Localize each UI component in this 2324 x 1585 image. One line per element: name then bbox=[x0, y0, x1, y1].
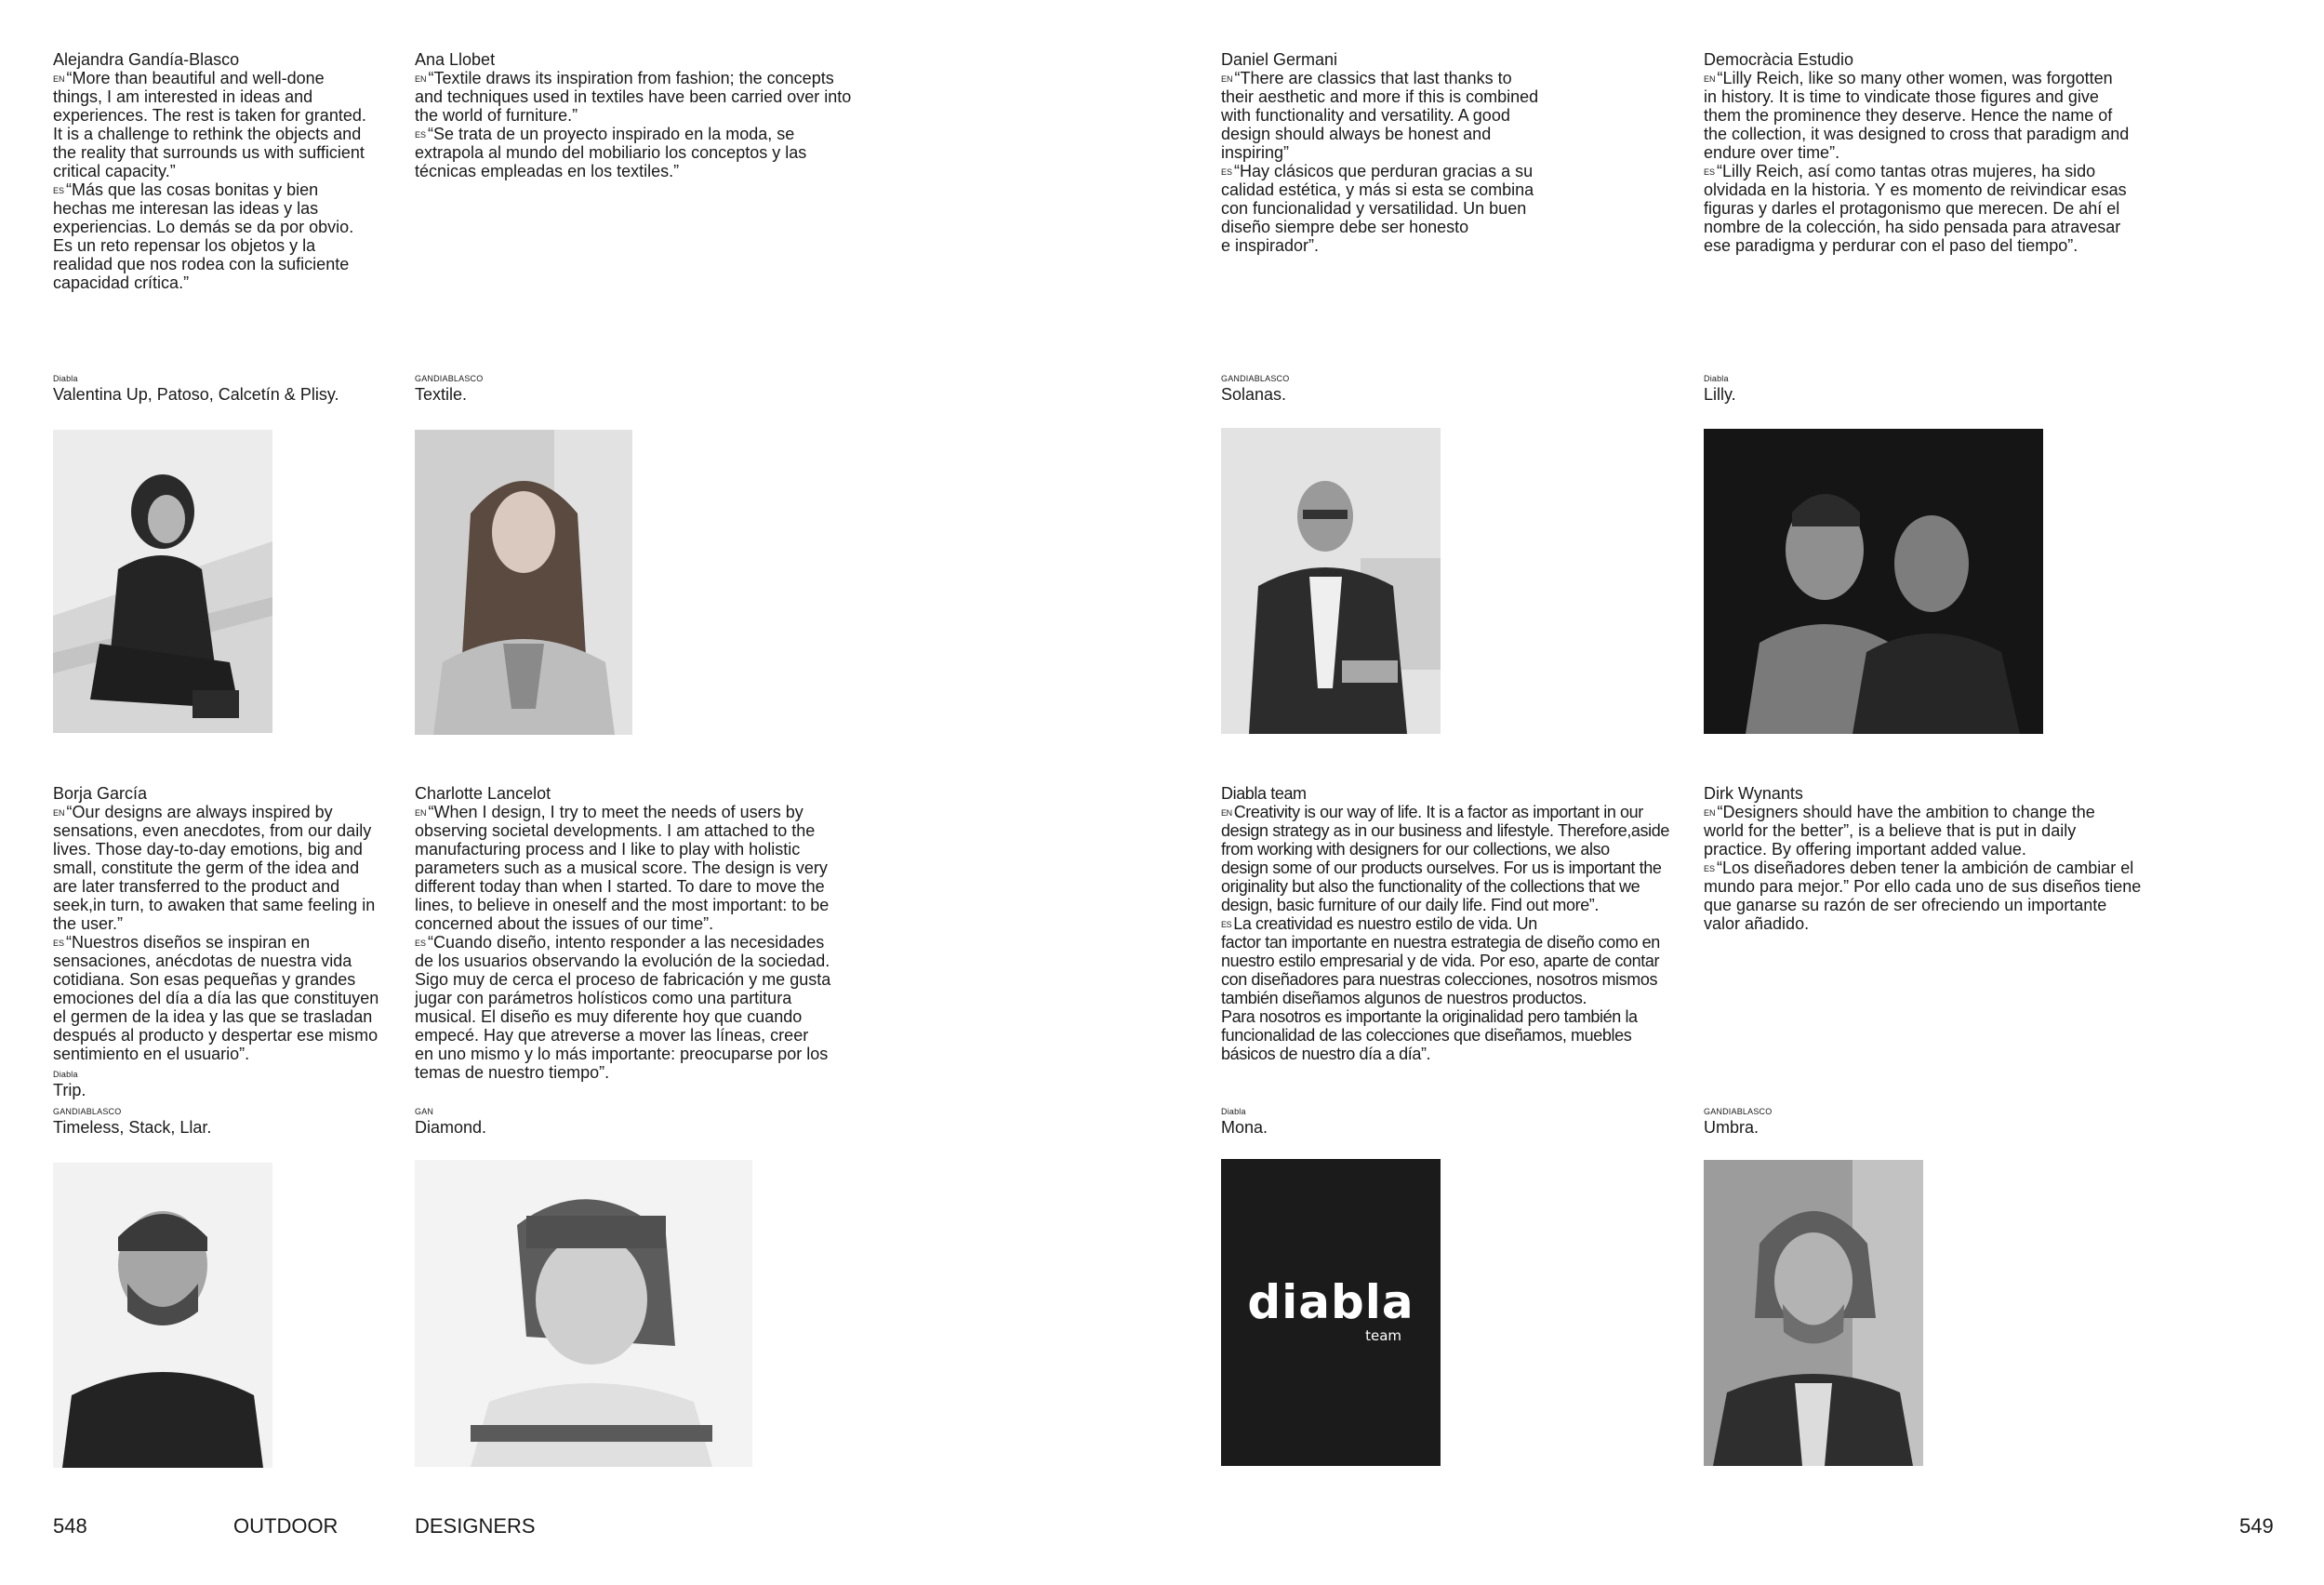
product-info-daniel bbox=[1221, 374, 1574, 405]
product-info-ana bbox=[415, 374, 768, 405]
quote-en: $^{EN}$ “Designers should have the ambition to change the world for the better”, is a believe that is put in daily practice. By offering important added value. bbox=[1704, 803, 2095, 859]
quote-en: $^{EN}$ “Lilly Reich, like so many other women, was forgotten in history. It is time to vindicate those figures and give them the prominence they deserve. Hence the name of the collection, it was designed to cross that paradigm and endure over time”. bbox=[1704, 69, 2130, 162]
quote-en: $^{EN}$ “There are classics that last thanks to their aesthetic and more if this is combined with functionality and versatility. A good design should always be honest and inspiring” bbox=[1221, 69, 1539, 162]
product-names: Mona. bbox=[1221, 1118, 1268, 1137]
portrait-ana bbox=[415, 430, 632, 735]
page-number-right: 549 bbox=[2239, 1514, 2274, 1538]
product-info-borja-diabla bbox=[53, 1070, 406, 1100]
brand-label: GANDIABLASCO bbox=[415, 374, 484, 383]
designer-alejandra bbox=[53, 50, 397, 292]
brand-label: GANDIABLASCO bbox=[1221, 374, 1290, 383]
product-names: Trip. bbox=[53, 1081, 86, 1099]
logo-wordmark: diabla bbox=[1247, 1275, 1414, 1329]
quote-es: $^{ES}$ “Nuestros diseños se inspiran en sensaciones, anécdotas de nuestra vida cotidiana. Son esas pequeñas y grandes emociones del día a día las que constituyen el germen de la idea y las que se trasladan después al producto y despertar ese mismo sentimiento en el usuario”. bbox=[53, 933, 379, 1063]
portrait-charlotte bbox=[415, 1160, 752, 1467]
designer-democracia bbox=[1704, 50, 2224, 255]
designer-name: Dirk Wynants bbox=[1704, 784, 1803, 803]
quote-es: $^{ES}$ “Más que las cosas bonitas y bien hechas me interesan las ideas y las experiencias. Lo demás se da por obvio. Es un reto repensar los objetos y la realidad que nos rodea con la suficiente capacidad crítica.” bbox=[53, 180, 354, 292]
brand-label: Diabla bbox=[53, 374, 78, 383]
designer-name: Diabla team bbox=[1221, 784, 1307, 803]
designer-ana bbox=[415, 50, 898, 180]
quote-es: $^{ES}$ “Hay clásicos que perduran gracias a su calidad estética, y más si esta se combina con funcionalidad y versatilidad. Un buen diseño siempre debe ser honesto e inspirador”. bbox=[1221, 162, 1534, 255]
brand-label: Diabla bbox=[1704, 374, 1729, 383]
portrait-borja bbox=[53, 1163, 272, 1468]
subsection-label: DESIGNERS bbox=[415, 1514, 536, 1538]
product-names: Timeless, Stack, Llar. bbox=[53, 1118, 212, 1137]
quote-es: $^{ES}$ “Se trata de un proyecto inspirado en la moda, se extrapola al mundo del mobiliario los conceptos y las técnicas empleadas en los textiles.” bbox=[415, 125, 807, 180]
portrait-dirk bbox=[1704, 1160, 1923, 1466]
product-info-dirk bbox=[1704, 1107, 2057, 1138]
designer-diabla-team bbox=[1221, 784, 1686, 1063]
quote-en: $^{EN}$ Creativity is our way of life. It is a factor as important in our design strategy as in our business and lifestyle. Therefore,aside from working with designers for our collections, we also design some of our products ourselves. For us is important the originality but also the functionality of the collections that we design, basic furniture of our daily life. Find out more”. bbox=[1221, 803, 1669, 914]
designer-name: Democràcia Estudio bbox=[1704, 50, 1854, 69]
quote-es: $^{ES}$ “Cuando diseño, intento responder a las necesidades de los usuarios observando la evolución de la sociedad. Sigo muy de cerca el proceso de fabricación y me gusta jugar con parámetros holísticos como una partitura musical. El diseño es muy diferente hoy que cuando empecé. Hay que atreverse a mover las líneas, creer en uno mismo y lo más importante: preocuparse por los temas de nuestro tiempo”. bbox=[415, 933, 831, 1082]
page-number-left: 548 bbox=[53, 1514, 87, 1538]
quote-en: $^{EN}$ “More than beautiful and well-done things, I am interested in ideas and experiences. The rest is taken for granted. It is a challenge to rethink the objects and the reality that surrounds us with sufficient critical capacity.” bbox=[53, 69, 366, 180]
product-names: Lilly. bbox=[1704, 385, 1736, 404]
product-info-borja-gandiablasco bbox=[53, 1107, 406, 1138]
section-label: OUTDOOR bbox=[233, 1514, 339, 1538]
product-info-diabla-team bbox=[1221, 1107, 1574, 1138]
product-names: Umbra. bbox=[1704, 1118, 1760, 1137]
portrait-daniel bbox=[1221, 428, 1441, 734]
brand-label: Diabla bbox=[53, 1070, 78, 1079]
portrait-democracia bbox=[1704, 429, 2043, 734]
designer-name: Charlotte Lancelot bbox=[415, 784, 551, 803]
brand-label: Diabla bbox=[1221, 1107, 1246, 1116]
brand-label: GANDIABLASCO bbox=[1704, 1107, 1773, 1116]
quote-en: $^{EN}$ “Textile draws its inspiration from fashion; the concepts and techniques used in textiles have been carried over into the world of furniture.” bbox=[415, 69, 852, 125]
logo-subtext: team bbox=[1365, 1327, 1401, 1344]
designer-name: Alejandra Gandía-Blasco bbox=[53, 50, 240, 69]
product-info-charlotte bbox=[415, 1107, 768, 1138]
product-names: Textile. bbox=[415, 385, 468, 404]
portrait-alejandra bbox=[53, 430, 272, 733]
designer-dirk bbox=[1704, 784, 2224, 933]
product-info-alejandra bbox=[53, 374, 406, 405]
quote-en: $^{EN}$ “When I design, I try to meet the needs of users by observing societal developments. I am attached to the manufacturing process and I like to play with holistic parameters such as a musical score. The design is very different today than when I started. To dare to move the lines, to believe in oneself and the most important: to be concerned about the issues of our time”. bbox=[415, 803, 830, 933]
product-names: Solanas. bbox=[1221, 385, 1287, 404]
diabla-team-logo bbox=[1221, 1159, 1441, 1466]
designer-charlotte bbox=[415, 784, 898, 1082]
designer-name: Ana Llobet bbox=[415, 50, 496, 69]
quote-es: $^{ES}$ “Los diseñadores deben tener la ambición de cambiar el mundo para mejor.” Por ello cada uno de sus diseños tiene que ganarse su razón de ser ofreciendo un importante valor añadido. bbox=[1704, 859, 2142, 933]
designer-borja bbox=[53, 784, 406, 1063]
quote-es: $^{ES}$ “Lilly Reich, así como tantas otras mujeres, ha sido olvidada en la historia. Y es momento de reivindicar esas figuras y darles el protagonismo que merecen. De ahí el nombre de la colección, ha sido pensada para atravesar ese paradigma y perdurar con el paso del tiempo”. bbox=[1704, 162, 2127, 255]
designer-name: Daniel Germani bbox=[1221, 50, 1338, 69]
designer-daniel bbox=[1221, 50, 1612, 255]
designer-name: Borja García bbox=[53, 784, 148, 803]
product-names: Valentina Up, Patoso, Calcetín & Plisy. bbox=[53, 385, 339, 404]
brand-label: GANDIABLASCO bbox=[53, 1107, 122, 1116]
brand-label: GAN bbox=[415, 1107, 434, 1116]
quote-en: $^{EN}$ “Our designs are always inspired by sensations, even anecdotes, from our daily lives. Those day-to-day emotions, big and small, constitute the germ of the idea and are later transferred to the product and seek,in turn, to awaken that same feeling in the user.” bbox=[53, 803, 376, 933]
quote-es: $^{ES}$ La creatividad es nuestro estilo de vida. Un factor tan importante en nuestra estrategia de diseño como en nuestro estilo empresarial y de vida. Por eso, aparte de contar con diseñadores para nuestras colecciones, nosotros mismos también diseñamos algunos de nuestros productos. Para nosotros es importante la originalidad pero también la funcionalidad de las colecciones que diseñamos, muebles básicos de nuestro día a día”. bbox=[1221, 914, 1660, 1063]
product-names: Diamond. bbox=[415, 1118, 487, 1137]
product-info-democracia bbox=[1704, 374, 2057, 405]
